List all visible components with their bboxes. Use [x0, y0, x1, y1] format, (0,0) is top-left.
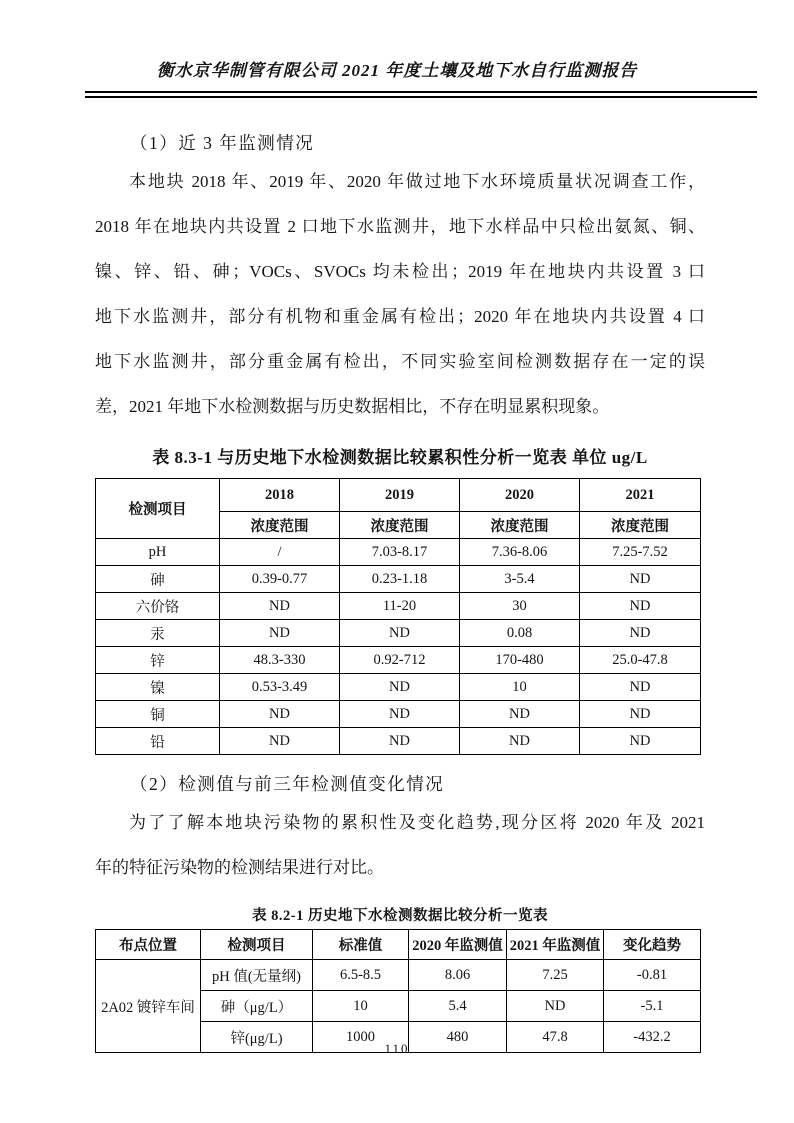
table-row [96, 960, 701, 991]
table-cell: ND [580, 566, 701, 593]
table-row [96, 701, 701, 728]
table-cell: 砷（μg/L） [201, 991, 313, 1022]
table-cell: ND [507, 991, 604, 1022]
table-cell: 锌(μg/L) [201, 1022, 313, 1053]
table-cell: 六价铬 [96, 593, 220, 620]
table-row [96, 539, 701, 566]
table-cell: 7.25 [507, 960, 604, 991]
table-cell: 汞 [96, 620, 220, 647]
table-row [96, 930, 701, 960]
table-row [96, 674, 701, 701]
table-cell: 170-480 [460, 647, 580, 674]
table-8-3-1-caption: 表 8.3-1 与历史地下水检测数据比较累积性分析一览表 单位 ug/L [152, 448, 648, 467]
table-cell: ND [340, 674, 460, 701]
table-cell: 0.92-712 [340, 647, 460, 674]
header-2020-value: 2020 年监测值 [409, 930, 507, 960]
table-cell: ND [220, 728, 340, 755]
header-double-rule [85, 91, 757, 98]
table-cell: ND [340, 701, 460, 728]
table-cell: 7.03-8.17 [340, 539, 460, 566]
table-row [96, 620, 701, 647]
paragraph-line: 地下水监测井，部分重金属有检出，不同实验室间检测数据存在一定的误 [95, 352, 705, 371]
table-cell: ND [580, 593, 701, 620]
table-cell: ND [220, 701, 340, 728]
header-location: 布点位置 [96, 930, 201, 960]
paragraph-line: 年的特征污染物的检测结果进行对比。 [95, 858, 384, 877]
table-8-2-1-caption: 表 8.2-1 历史地下水检测数据比较分析一览表 [252, 908, 548, 924]
table-row [96, 647, 701, 674]
table-cell: ND [460, 701, 580, 728]
table-cell: ND [580, 620, 701, 647]
table-cell: 锌 [96, 647, 220, 674]
page-content [95, 130, 705, 1053]
range-subheader: 浓度范围 [460, 512, 580, 539]
table-cell: 7.36-8.06 [460, 539, 580, 566]
table-cell: -5.1 [604, 991, 701, 1022]
table-cell: 25.0-47.8 [580, 647, 701, 674]
table-cell: 480 [409, 1022, 507, 1053]
year-header-2019: 2019 [340, 479, 460, 512]
section-2-paragraph [95, 800, 705, 890]
table-cell: 5.4 [409, 991, 507, 1022]
page-number: 110 [384, 1041, 410, 1056]
table-cell: pH 值(无量纲) [201, 960, 313, 991]
table-cell: ND [340, 620, 460, 647]
section-1-heading: （1）近 3 年监测情况 [130, 133, 315, 153]
table-row [96, 479, 701, 512]
paragraph-line: 本地块 2018 年、2019 年、2020 年做过地下水环境质量状况调查工作， [129, 172, 705, 191]
location-cell: 2A02 镀锌车间 [96, 960, 201, 1053]
table-cell: ND [220, 620, 340, 647]
year-header-2018: 2018 [220, 479, 340, 512]
range-subheader: 浓度范围 [340, 512, 460, 539]
report-header-title: 衡水京华制管有限公司 2021 年度土壤及地下水自行监测报告 [156, 61, 638, 80]
table-cell: 0.23-1.18 [340, 566, 460, 593]
table-cell: 7.25-7.52 [580, 539, 701, 566]
section-1-paragraph [95, 159, 705, 429]
paragraph-line: 镍、锌、铅、砷；VOCs、SVOCs 均未检出；2019 年在地块内共设置 3 口 [95, 262, 705, 281]
table-cell: 0.39-0.77 [220, 566, 340, 593]
table-cell: 6.5-8.5 [313, 960, 409, 991]
table-row [96, 566, 701, 593]
table-cell: ND [580, 674, 701, 701]
table-cell: 镍 [96, 674, 220, 701]
table-cell: 30 [460, 593, 580, 620]
table-cell: 3-5.4 [460, 566, 580, 593]
table-cell: 0.08 [460, 620, 580, 647]
history-comparison-table [95, 929, 701, 1053]
header-standard: 标准值 [313, 930, 409, 960]
history-accumulation-table [95, 478, 701, 755]
table-cell: ND [220, 593, 340, 620]
table-cell: 10 [313, 991, 409, 1022]
table-cell: -0.81 [604, 960, 701, 991]
table-cell: 铜 [96, 701, 220, 728]
table-row [96, 728, 701, 755]
table-cell: / [220, 539, 340, 566]
table-cell: ND [460, 728, 580, 755]
paragraph-line: 2018 年在地块内共设置 2 口地下水监测井，地下水样品中只检出氨氮、铜、 [95, 217, 705, 236]
table-cell: 8.06 [409, 960, 507, 991]
year-header-2020: 2020 [460, 479, 580, 512]
header-2021-value: 2021 年监测值 [507, 930, 604, 960]
paragraph-line: 差，2021 年地下水检测数据与历史数据相比，不存在明显累积现象。 [95, 397, 610, 416]
table-cell: ND [580, 728, 701, 755]
item-column-header: 检测项目 [96, 479, 220, 539]
table-cell: 0.53-3.49 [220, 674, 340, 701]
table-cell: ND [580, 701, 701, 728]
table-row [96, 593, 701, 620]
paragraph-line: 地下水监测井，部分有机物和重金属有检出；2020 年在地块内共设置 4 口 [95, 307, 705, 326]
table-cell: 47.8 [507, 1022, 604, 1053]
table-cell: -432.2 [604, 1022, 701, 1053]
range-subheader: 浓度范围 [580, 512, 701, 539]
table-cell: 1000 [313, 1022, 409, 1053]
header-trend: 变化趋势 [604, 930, 701, 960]
table-cell: 铅 [96, 728, 220, 755]
section-2-heading: （2）检测值与前三年检测值变化情况 [130, 774, 445, 794]
table-cell: 砷 [96, 566, 220, 593]
range-subheader: 浓度范围 [220, 512, 340, 539]
table-cell: ND [340, 728, 460, 755]
year-header-2021: 2021 [580, 479, 701, 512]
table-cell: 48.3-330 [220, 647, 340, 674]
table-cell: 10 [460, 674, 580, 701]
header-item: 检测项目 [201, 930, 313, 960]
paragraph-line: 为了了解本地块污染物的累积性及变化趋势,现分区将 2020 年及 2021 [129, 813, 705, 832]
table-cell: pH [96, 539, 220, 566]
table-cell: 11-20 [340, 593, 460, 620]
